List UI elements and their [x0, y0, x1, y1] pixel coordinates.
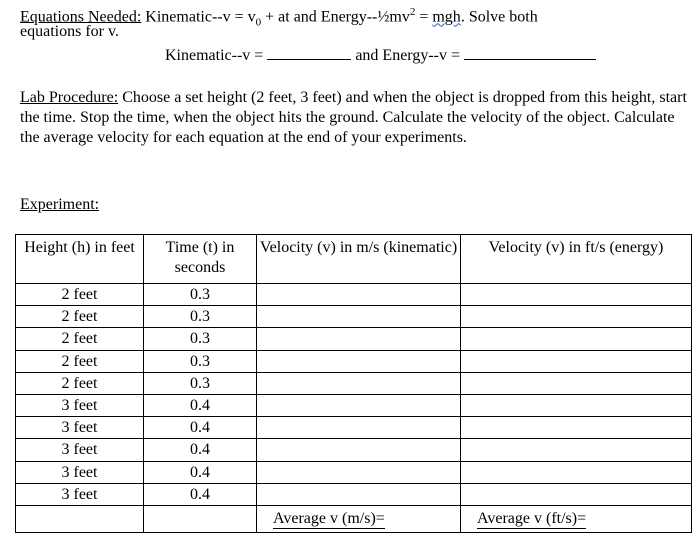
table-row	[16, 439, 692, 461]
velocity-ms-cell[interactable]	[257, 350, 461, 372]
table-row	[16, 328, 692, 350]
velocity-fts-cell[interactable]	[461, 306, 692, 328]
equals-sign: =	[415, 8, 433, 26]
velocity-ms-cell[interactable]	[257, 328, 461, 350]
time-cell: 0.4	[144, 461, 257, 483]
table-row	[16, 483, 692, 505]
height-cell: 2 feet	[16, 372, 144, 394]
half-mv: ½mv	[377, 8, 410, 26]
table-row	[16, 461, 692, 483]
velocity-fts-cell[interactable]	[461, 350, 692, 372]
avg-ms-cell[interactable]	[257, 505, 461, 532]
avg-fts-cell[interactable]	[461, 505, 692, 532]
table-row	[16, 350, 692, 372]
velocity-ms-cell[interactable]	[257, 461, 461, 483]
header-time: Time (t) in seconds	[144, 235, 257, 284]
velocity-fts-cell[interactable]	[461, 394, 692, 416]
time-cell: 0.3	[144, 328, 257, 350]
equations-line-2: equations for v.	[20, 23, 119, 40]
height-cell: 2 feet	[16, 328, 144, 350]
time-cell: 0.3	[144, 284, 257, 306]
time-cell: 0.3	[144, 350, 257, 372]
procedure-text: Choose a set height (2 feet, 3 feet) and when the object is dropped from this height, start the time. Stop the time, when the object hits the ground. Calculate the velocity of the object. Calculate the average velocity for each equation at the end of your experiments.	[20, 89, 687, 146]
avg-fts-label: Average v (ft/s)=	[477, 509, 587, 527]
velocity-fts-cell[interactable]	[461, 328, 692, 350]
avg-empty-2	[144, 505, 257, 532]
kinematic-answer-label: Kinematic--v =	[165, 47, 268, 64]
velocity-ms-cell[interactable]	[257, 306, 461, 328]
height-cell: 3 feet	[16, 394, 144, 416]
velocity-fts-cell[interactable]	[461, 483, 692, 505]
energy-answer-blank[interactable]	[464, 45, 596, 60]
height-cell: 2 feet	[16, 350, 144, 372]
table-row	[16, 417, 692, 439]
experiment-heading	[20, 195, 99, 214]
velocity-fts-cell[interactable]	[461, 461, 692, 483]
height-cell: 3 feet	[16, 483, 144, 505]
velocity-fts-cell[interactable]	[461, 417, 692, 439]
table-row	[16, 306, 692, 328]
experiment-label: Experiment:	[20, 196, 100, 213]
velocity-ms-cell[interactable]	[257, 483, 461, 505]
energy-answer-label: and Energy--v =	[351, 47, 465, 64]
squared: 2	[409, 6, 416, 18]
velocity-fts-cell[interactable]	[461, 284, 692, 306]
v0-subscript: 0	[255, 16, 262, 29]
height-cell: 3 feet	[16, 439, 144, 461]
header-velocity-kinematic: Velocity (v) in m/s (kinematic)	[257, 235, 461, 284]
velocity-fts-cell[interactable]	[461, 439, 692, 461]
solve-both: . Solve both	[460, 8, 538, 26]
time-cell: 0.4	[144, 439, 257, 461]
procedure-label: Lab Procedure:	[20, 89, 119, 106]
header-height: Height (h) in feet	[16, 235, 144, 284]
height-cell: 3 feet	[16, 461, 144, 483]
velocity-ms-cell[interactable]	[257, 284, 461, 306]
equations-label: Equations Needed:	[20, 8, 142, 26]
mgh-term: mgh	[432, 8, 461, 26]
avg-empty-1	[16, 505, 144, 532]
time-cell: 0.4	[144, 394, 257, 416]
velocity-ms-cell[interactable]	[257, 372, 461, 394]
energy-prefix: + at and Energy--	[261, 8, 378, 26]
time-cell: 0.3	[144, 372, 257, 394]
time-cell: 0.4	[144, 417, 257, 439]
velocity-fts-cell[interactable]	[461, 372, 692, 394]
velocity-ms-cell[interactable]	[257, 394, 461, 416]
experiment-table	[15, 234, 692, 533]
height-cell: 2 feet	[16, 284, 144, 306]
avg-ms-label: Average v (m/s)=	[273, 509, 385, 527]
table-row	[16, 394, 692, 416]
header-velocity-energy: Velocity (v) in ft/s (energy)	[461, 235, 692, 284]
time-cell: 0.3	[144, 306, 257, 328]
velocity-ms-cell[interactable]	[257, 439, 461, 461]
kinematic-answer-blank[interactable]	[267, 45, 351, 60]
table-row	[16, 372, 692, 394]
table-header-row	[16, 235, 692, 284]
velocity-ms-cell[interactable]	[257, 417, 461, 439]
height-cell: 2 feet	[16, 306, 144, 328]
answer-line	[165, 45, 596, 65]
kinematic-equation: Kinematic--v = v	[141, 8, 256, 26]
table-row	[16, 284, 692, 306]
height-cell: 3 feet	[16, 417, 144, 439]
lab-procedure	[20, 88, 690, 148]
time-cell: 0.4	[144, 483, 257, 505]
average-row	[16, 505, 692, 532]
